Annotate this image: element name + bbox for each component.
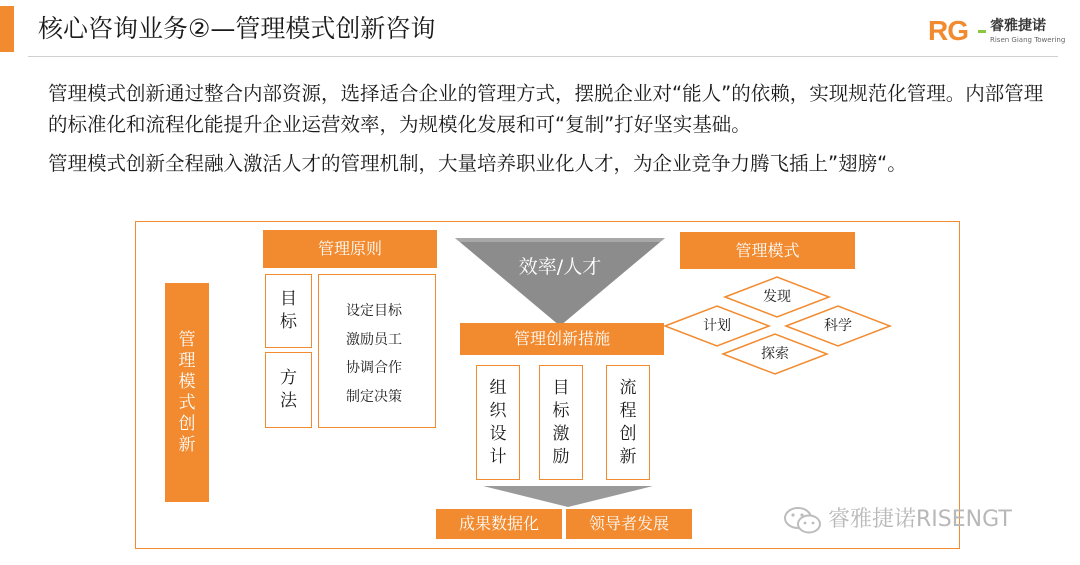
measure-column-label: 目标激励 xyxy=(552,377,570,467)
outcome-arrow xyxy=(483,486,653,508)
measure-column-box xyxy=(476,365,520,480)
side-label: 管理模式创新 xyxy=(178,329,196,455)
principles-items-list xyxy=(319,275,435,411)
page-title: 核心咨询业务②—管理模式创新咨询 xyxy=(38,14,436,43)
funnel-label: 效率/人才 xyxy=(518,256,602,278)
watermark-text: 睿雅捷诺RISENGT xyxy=(828,507,1012,532)
diamond-label-top: 发现 xyxy=(763,289,791,305)
principle-item: 协调合作 xyxy=(346,360,402,376)
logo-mark: RG xyxy=(928,15,968,46)
side-label-box xyxy=(165,283,209,502)
diamond-label-right: 科学 xyxy=(824,318,852,334)
principle-item: 制定决策 xyxy=(346,388,402,405)
principles-items-box xyxy=(318,274,436,428)
logo-english-name: Risen Giang Towering xyxy=(990,36,1066,44)
header-divider xyxy=(28,56,1058,57)
logo-chinese-name: 睿雅捷诺 xyxy=(990,18,1046,34)
intro-paragraph-2: 管理模式创新全程融入激活人才的管理机制，大量培养职业化人才，为企业竞争力腾飞插上”翅膀“。 xyxy=(48,152,907,175)
principle-item: 激励员工 xyxy=(346,331,402,348)
company-logo xyxy=(928,15,1066,48)
measures-header: 管理创新措施 xyxy=(460,323,664,355)
method-box xyxy=(265,352,312,428)
diamond-label-left: 计划 xyxy=(703,318,731,334)
measure-column-label: 流程创新 xyxy=(619,377,637,467)
outcome-label: 成果数据化 xyxy=(436,509,562,539)
mode-header: 管理模式 xyxy=(680,232,855,269)
goal-label: 目标 xyxy=(280,289,297,332)
goal-box xyxy=(265,274,312,348)
measure-column-box xyxy=(606,365,650,480)
wechat-icon xyxy=(783,505,823,539)
intro-paragraph-1: 管理模式创新通过整合内部资源，选择适合企业的管理方式，摆脱企业对“能人”的依赖，实现规范化管理。内部管理的标准化和流程化能提升企业运营效率，为规模化发展和可“复制”打好坚实基础。 xyxy=(48,82,1044,136)
method-label: 方法 xyxy=(280,368,297,411)
logo-dash xyxy=(978,30,986,33)
measure-column-box xyxy=(539,365,583,480)
principles-header: 管理原则 xyxy=(263,230,437,268)
principle-item: 设定目标 xyxy=(346,303,402,319)
title-accent-bar xyxy=(0,6,14,52)
diamond-label-bottom: 探索 xyxy=(761,346,789,362)
measure-column-label: 组织设计 xyxy=(489,377,507,467)
outcome-label: 领导者发展 xyxy=(566,509,692,539)
